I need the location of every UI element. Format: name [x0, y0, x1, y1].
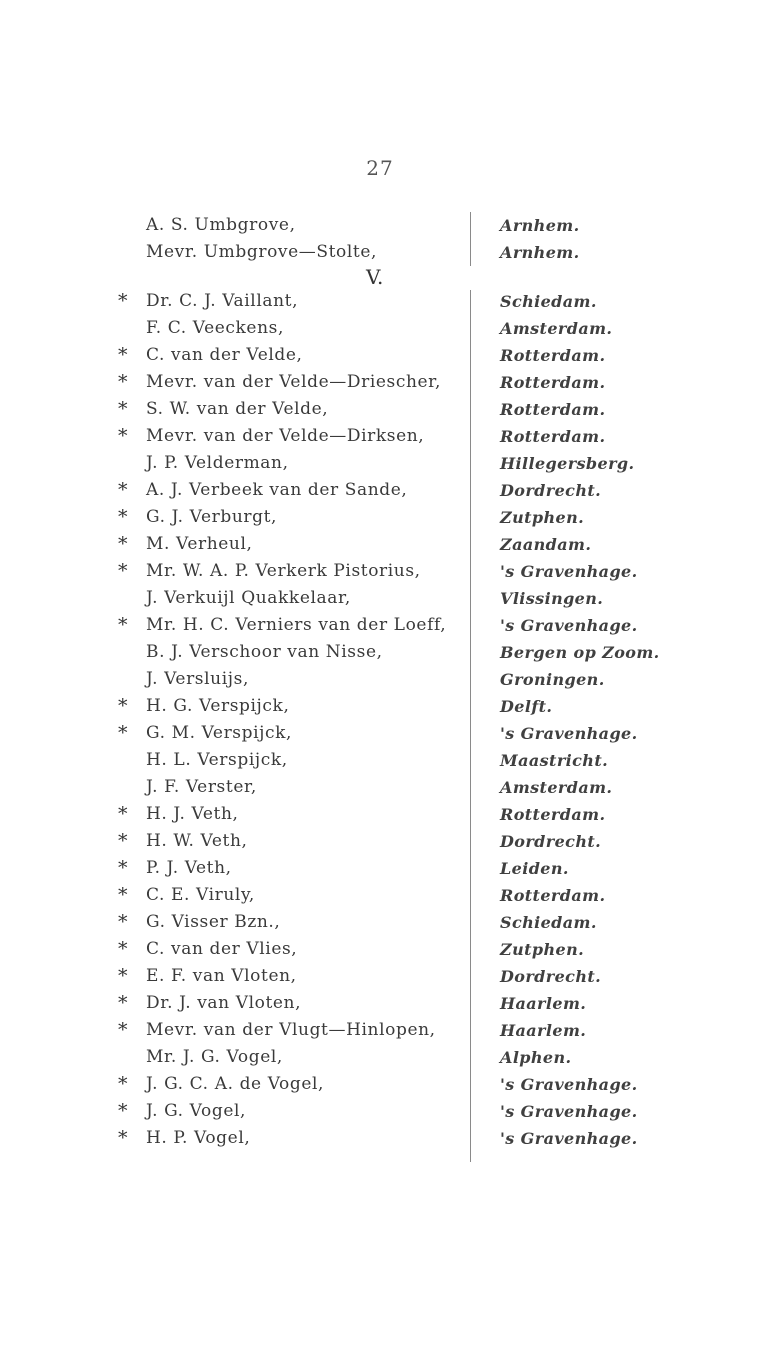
member-star-marker: *	[118, 533, 128, 555]
member-name: S. W. van der Velde,	[146, 399, 329, 419]
member-place: Vlissingen.	[500, 589, 604, 608]
member-star-marker: *	[118, 290, 128, 312]
member-place: Hillegersberg.	[500, 454, 635, 473]
member-name: H. J. Veth,	[146, 804, 239, 824]
member-place: Rotterdam.	[500, 805, 606, 824]
member-star-marker: *	[118, 830, 128, 852]
member-place: 's Gravenhage.	[500, 616, 638, 635]
list-item	[118, 990, 678, 1017]
list-item	[118, 801, 678, 828]
member-place: Schiedam.	[500, 292, 597, 311]
member-place: Bergen op Zoom.	[500, 643, 660, 662]
member-star-marker: *	[118, 398, 128, 420]
member-star-marker: *	[118, 803, 128, 825]
member-star-marker: *	[118, 1019, 128, 1041]
member-star-marker: *	[118, 425, 128, 447]
list-item	[118, 423, 678, 450]
member-name: G. Visser Bzn.,	[146, 912, 281, 932]
member-name: H. L. Verspijck,	[146, 750, 288, 770]
list-item	[118, 963, 678, 990]
member-place: Dordrecht.	[500, 967, 602, 986]
list-item	[118, 639, 678, 666]
member-name: J. Verkuijl Quakkelaar,	[146, 588, 351, 608]
list-item	[118, 1125, 678, 1152]
list-item	[118, 936, 678, 963]
member-name: A. S. Umbgrove,	[146, 215, 296, 235]
member-place: Rotterdam.	[500, 373, 606, 392]
member-place: Dordrecht.	[500, 832, 602, 851]
member-name: H. P. Vogel,	[146, 1128, 251, 1148]
list-item	[118, 666, 678, 693]
member-place: Arnhem.	[500, 243, 580, 262]
member-name: G. M. Verspijck,	[146, 723, 293, 743]
list-item	[118, 342, 678, 369]
member-star-marker: *	[118, 614, 128, 636]
member-star-marker: *	[118, 1100, 128, 1122]
member-name: H. W. Veth,	[146, 831, 248, 851]
section-letter: V.	[366, 265, 384, 289]
member-star-marker: *	[118, 371, 128, 393]
member-star-marker: *	[118, 857, 128, 879]
member-name: G. J. Verburgt,	[146, 507, 278, 527]
list-item	[118, 747, 678, 774]
member-star-marker: *	[118, 1127, 128, 1149]
list-item	[118, 828, 678, 855]
member-name: Mr. H. C. Verniers van der Loeff,	[146, 615, 447, 635]
member-place: Haarlem.	[500, 1021, 587, 1040]
member-star-marker: *	[118, 938, 128, 960]
list-item	[118, 531, 678, 558]
member-name: Dr. J. van Vloten,	[146, 993, 302, 1013]
member-place: Dordrecht.	[500, 481, 602, 500]
list-item	[118, 693, 678, 720]
member-name: J. F. Verster,	[146, 777, 257, 797]
list-item	[118, 396, 678, 423]
list-item	[118, 720, 678, 747]
member-place: 's Gravenhage.	[500, 1129, 638, 1148]
member-name: Mevr. van der Velde—Driescher,	[146, 372, 442, 392]
member-name: M. Verheul,	[146, 534, 253, 554]
list-item	[118, 369, 678, 396]
member-place: 's Gravenhage.	[500, 1102, 638, 1121]
member-place: Arnhem.	[500, 216, 580, 235]
list-item	[118, 450, 678, 477]
section-heading-row	[118, 266, 678, 288]
member-place: 's Gravenhage.	[500, 724, 638, 743]
member-name: Mevr. Umbgrove—Stolte,	[146, 242, 378, 262]
member-place: Zutphen.	[500, 508, 585, 527]
list-item	[118, 1098, 678, 1125]
member-star-marker: *	[118, 479, 128, 501]
list-item	[118, 774, 678, 801]
list-item	[118, 477, 678, 504]
member-name: E. F. van Vloten,	[146, 966, 297, 986]
member-place: Rotterdam.	[500, 427, 606, 446]
member-star-marker: *	[118, 992, 128, 1014]
list-item	[118, 612, 678, 639]
member-name: Mevr. van der Velde—Dirksen,	[146, 426, 425, 446]
member-place: Delft.	[500, 697, 553, 716]
member-name: J. G. C. A. de Vogel,	[146, 1074, 325, 1094]
list-item	[118, 855, 678, 882]
list-item	[118, 212, 678, 239]
member-name: Mevr. van der Vlugt—Hinlopen,	[146, 1020, 436, 1040]
member-star-marker: *	[118, 884, 128, 906]
member-star-marker: *	[118, 1073, 128, 1095]
member-list	[118, 212, 678, 1152]
page-number: 27	[366, 156, 394, 180]
member-name: Mr. W. A. P. Verkerk Pistorius,	[146, 561, 421, 581]
member-name: J. Versluijs,	[146, 669, 249, 689]
member-name: B. J. Verschoor van Nisse,	[146, 642, 383, 662]
list-item	[118, 882, 678, 909]
member-place: Amsterdam.	[500, 778, 613, 797]
member-name: P. J. Veth,	[146, 858, 232, 878]
member-star-marker: *	[118, 722, 128, 744]
list-item	[118, 585, 678, 612]
member-star-marker: *	[118, 344, 128, 366]
member-place: Schiedam.	[500, 913, 597, 932]
member-place: Leiden.	[500, 859, 569, 878]
list-item	[118, 558, 678, 585]
member-place: 's Gravenhage.	[500, 1075, 638, 1094]
member-name: C. van der Vlies,	[146, 939, 298, 959]
list-item	[118, 1071, 678, 1098]
list-item	[118, 909, 678, 936]
member-name: A. J. Verbeek van der Sande,	[146, 480, 408, 500]
entries-section	[118, 288, 678, 1152]
member-place: 's Gravenhage.	[500, 562, 638, 581]
member-place: Zutphen.	[500, 940, 585, 959]
member-place: Alphen.	[500, 1048, 572, 1067]
member-name: J. G. Vogel,	[146, 1101, 247, 1121]
member-name: J. P. Velderman,	[146, 453, 289, 473]
member-name: C. van der Velde,	[146, 345, 303, 365]
entries-before-section	[118, 212, 678, 266]
member-place: Rotterdam.	[500, 886, 606, 905]
member-star-marker: *	[118, 911, 128, 933]
list-item	[118, 1044, 678, 1071]
member-place: Rotterdam.	[500, 346, 606, 365]
list-item	[118, 288, 678, 315]
member-name: Dr. C. J. Vaillant,	[146, 291, 299, 311]
member-star-marker: *	[118, 695, 128, 717]
member-place: Zaandam.	[500, 535, 592, 554]
member-name: C. E. Viruly,	[146, 885, 255, 905]
list-item	[118, 315, 678, 342]
list-item	[118, 504, 678, 531]
member-star-marker: *	[118, 965, 128, 987]
member-name: Mr. J. G. Vogel,	[146, 1047, 283, 1067]
member-place: Groningen.	[500, 670, 605, 689]
member-place: Rotterdam.	[500, 400, 606, 419]
member-place: Amsterdam.	[500, 319, 613, 338]
list-item	[118, 1017, 678, 1044]
member-name: H. G. Verspijck,	[146, 696, 290, 716]
member-place: Haarlem.	[500, 994, 587, 1013]
member-star-marker: *	[118, 560, 128, 582]
list-item	[118, 239, 678, 266]
member-name: F. C. Veeckens,	[146, 318, 284, 338]
member-place: Maastricht.	[500, 751, 609, 770]
member-star-marker: *	[118, 506, 128, 528]
